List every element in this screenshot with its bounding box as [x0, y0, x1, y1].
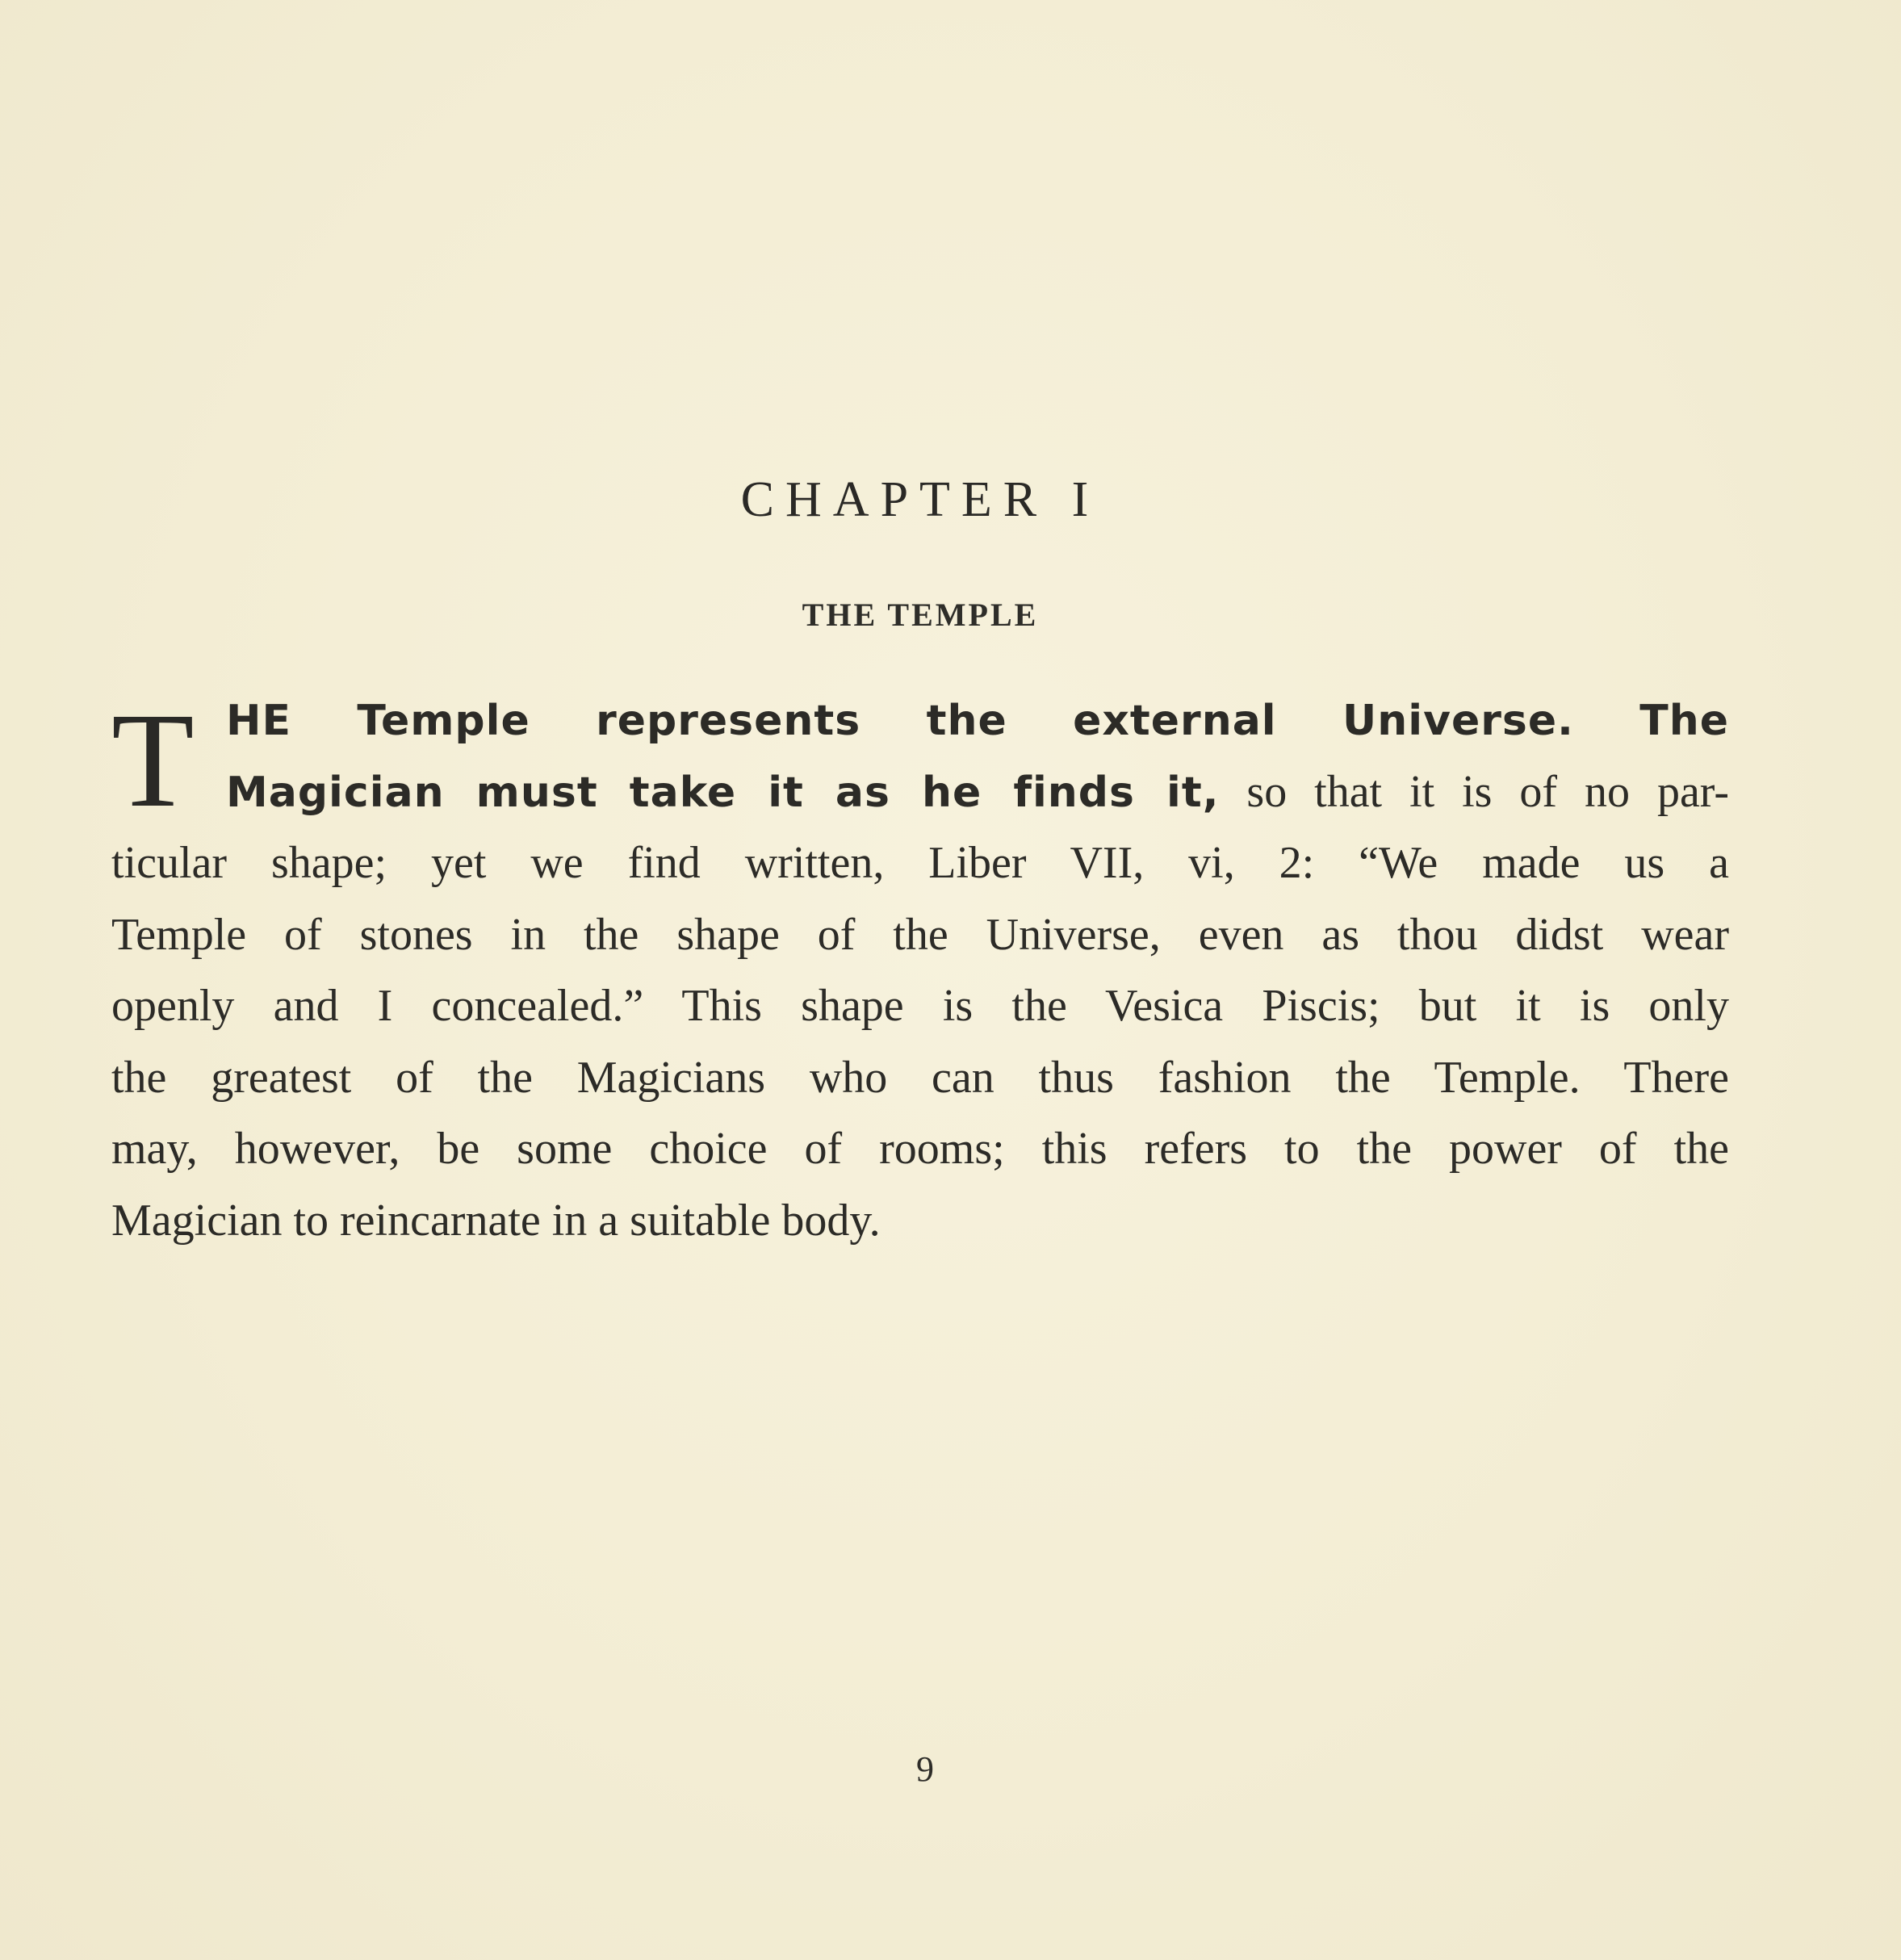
chapter-heading: CHAPTER I: [740, 472, 1100, 527]
paragraph-line-5: openly and I concealed.” This shape is the Vesica Piscis; but it is only: [111, 981, 1729, 1031]
drop-cap-letter: T: [111, 685, 195, 836]
paragraph-line-2-rest: so that it is of no par-: [1219, 766, 1729, 817]
chapter-title: THE TEMPLE: [802, 597, 1039, 633]
page-number: 9: [916, 1749, 934, 1789]
paragraph-line-4: Temple of stones in the shape of the Universe, even as thou didst wear: [111, 909, 1729, 960]
paragraph-line-6: the greatest of the Magicians who can thus fashion the Temple. There: [111, 1052, 1729, 1103]
lead-in-text: HE Temple represents the external Universe. The: [226, 697, 1729, 745]
paragraph-line-7: may, however, be some choice of rooms; this refers to the power of the: [111, 1124, 1729, 1174]
paragraph-line-8: Magician to reincarnate in a suitable body.: [111, 1195, 881, 1246]
paragraph-line-2: [111, 756, 1729, 828]
paragraph-line-1: [111, 685, 1729, 756]
lead-in-text-continued: Magician must take it as he finds it,: [226, 768, 1220, 817]
paragraph-line-3: ticular shape; yet we find written, Liber VII, vi, 2: “We made us a: [111, 838, 1729, 888]
body-paragraph: [111, 685, 1729, 1256]
